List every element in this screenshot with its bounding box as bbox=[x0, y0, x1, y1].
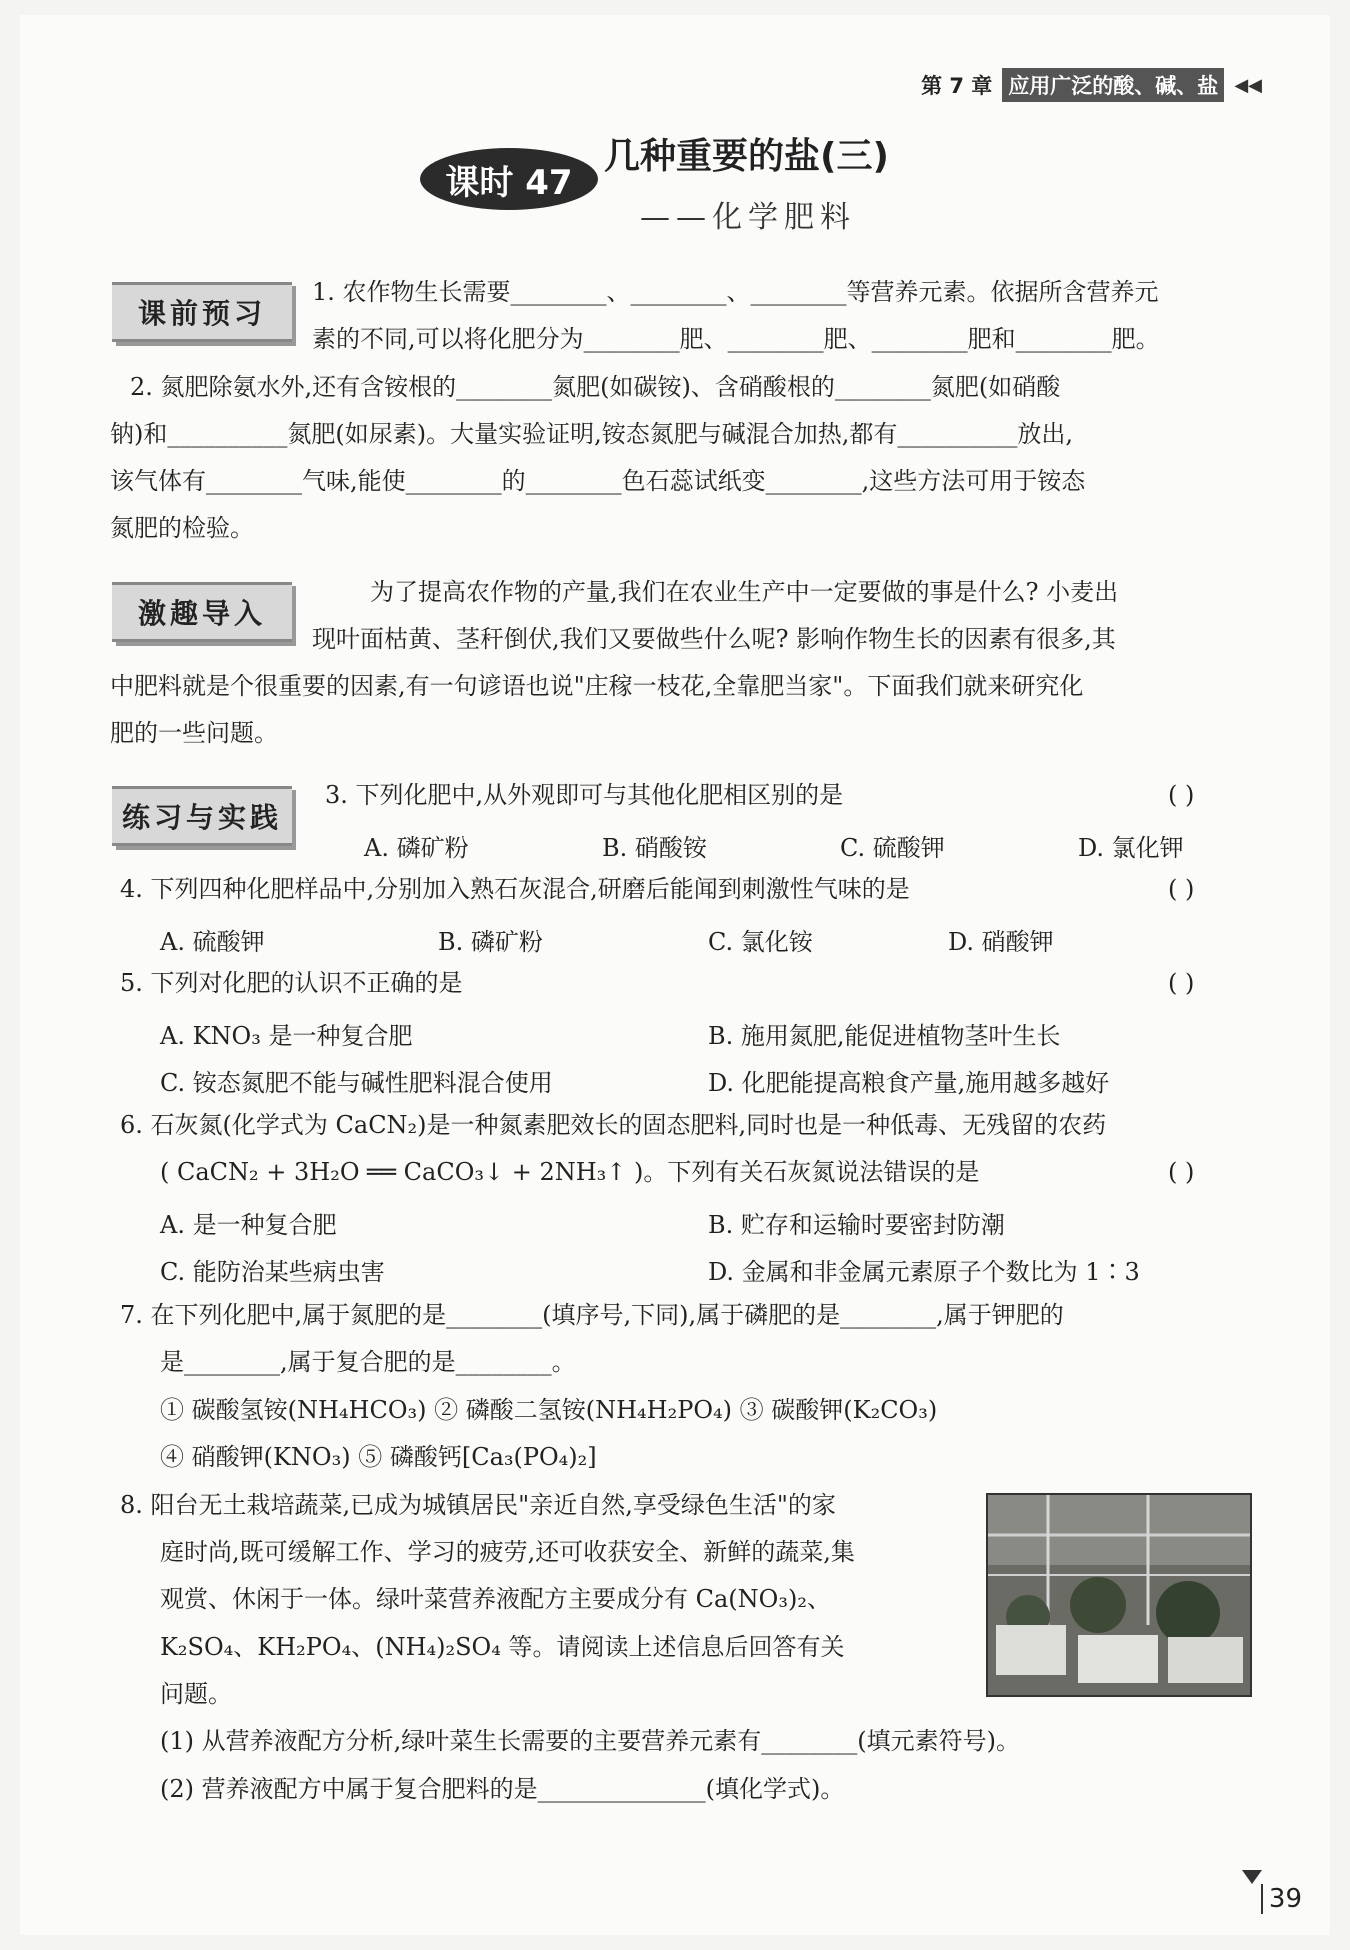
intro-line-4: 肥的一些问题。 bbox=[110, 719, 278, 747]
q3-option-b: B. 硝酸铵 bbox=[602, 834, 707, 862]
q4-option-d: D. 硝酸钾 bbox=[948, 928, 1054, 956]
q6-option-b: B. 贮存和运输时要密封防潮 bbox=[708, 1211, 1005, 1239]
page-number: 39 bbox=[1261, 1884, 1302, 1914]
chapter-title: 应用广泛的酸、碱、盐 bbox=[1002, 68, 1224, 102]
q8-line-4: K₂SO₄、KH₂PO₄、(NH₄)₂SO₄ 等。请阅读上述信息后回答有关 bbox=[160, 1633, 845, 1661]
q8-sub-2: (2) 营养液配方中属于复合肥料的是______________(填化学式)。 bbox=[160, 1775, 845, 1803]
balcony-vegetables-photo bbox=[986, 1493, 1252, 1697]
q6-option-d: D. 金属和非金属元素原子个数比为 1∶3 bbox=[708, 1258, 1140, 1286]
q5-stem: 5. 下列对化肥的认识不正确的是 bbox=[120, 969, 463, 997]
q8-line-3: 观赏、休闲于一体。绿叶菜营养液配方主要成分有 Ca(NO₃)₂、 bbox=[160, 1585, 831, 1613]
q3-bracket: ( ) bbox=[1168, 781, 1195, 809]
section-label-practice: 练习与实践 bbox=[112, 786, 292, 846]
intro-line-2: 现叶面枯黄、茎秆倒伏,我们又要做些什么呢? 影响作物生长的因素有很多,其 bbox=[312, 625, 1116, 653]
chapter-number: 第 7 章 bbox=[921, 74, 993, 98]
q4-option-b: B. 磷矿粉 bbox=[438, 928, 543, 956]
lesson-subtitle: ——化学肥料 bbox=[640, 200, 856, 235]
q6-option-a: A. 是一种复合肥 bbox=[160, 1211, 337, 1239]
q6-option-c: C. 能防治某些病虫害 bbox=[160, 1258, 385, 1286]
q5-option-a: A. KNO₃ 是一种复合肥 bbox=[160, 1022, 413, 1050]
section-label-preview: 课前预习 bbox=[112, 282, 292, 342]
q2-line-1: 2. 氮肥除氨水外,还有含铵根的________氮肥(如碳铵)、含硝酸根的________氮肥(如硝酸 bbox=[130, 373, 1061, 401]
q8-line-2: 庭时尚,既可缓解工作、学习的疲劳,还可收获安全、新鲜的蔬菜,集 bbox=[160, 1538, 855, 1566]
q7-line-2: 是________,属于复合肥的是________。 bbox=[160, 1348, 576, 1376]
q6-line-2: ( CaCN₂ + 3H₂O ══ CaCO₃↓ + 2NH₃↑ )。下列有关石灰氮说法错误的是 bbox=[160, 1158, 980, 1186]
intro-line-3: 中肥料就是个很重要的因素,有一句谚语也说"庄稼一枝花,全靠肥当家"。下面我们就来研究化 bbox=[110, 672, 1084, 700]
q4-bracket: ( ) bbox=[1168, 875, 1195, 903]
q8-line-1: 8. 阳台无土栽培蔬菜,已成为城镇居民"亲近自然,享受绿色生活"的家 bbox=[120, 1491, 836, 1519]
q5-option-b: B. 施用氮肥,能促进植物茎叶生长 bbox=[708, 1022, 1061, 1050]
q4-option-c: C. 氯化铵 bbox=[708, 928, 813, 956]
q3-option-d: D. 氯化钾 bbox=[1078, 834, 1184, 862]
q7-line-3: ① 碳酸氢铵(NH₄HCO₃) ② 磷酸二氢铵(NH₄H₂PO₄) ③ 碳酸钾(K₂CO₃) bbox=[160, 1396, 938, 1424]
q2-line-3: 该气体有________气味,能使________的________色石蕊试纸变________,这些方法可用于铵态 bbox=[110, 467, 1086, 495]
q7-line-1: 7. 在下列化肥中,属于氮肥的是________(填序号,下同),属于磷肥的是________,属于钾肥的 bbox=[120, 1301, 1064, 1329]
q2-line-2: 钠)和__________氮肥(如尿素)。大量实验证明,铵态氮肥与碱混合加热,都有__________放出, bbox=[110, 420, 1073, 448]
q2-line-4: 氮肥的检验。 bbox=[110, 514, 254, 542]
q8-sub-1: (1) 从营养液配方分析,绿叶菜生长需要的主要营养元素有________(填元素符号)。 bbox=[160, 1727, 1020, 1755]
q8-line-5: 问题。 bbox=[160, 1680, 232, 1708]
lesson-title: 几种重要的盐(三) bbox=[604, 136, 889, 177]
q4-option-a: A. 硫酸钾 bbox=[160, 928, 265, 956]
page-corner-triangle-icon bbox=[1242, 1870, 1262, 1884]
section-label-intro: 激趣导入 bbox=[112, 582, 292, 642]
q3-option-c: C. 硫酸钾 bbox=[840, 834, 945, 862]
q5-option-d: D. 化肥能提高粮食产量,施用越多越好 bbox=[708, 1069, 1110, 1097]
q6-bracket: ( ) bbox=[1168, 1158, 1195, 1186]
double-left-arrow-icon: ◀◀ bbox=[1234, 74, 1262, 96]
q3-stem: 3. 下列化肥中,从外观即可与其他化肥相区别的是 bbox=[325, 781, 844, 809]
q5-option-c: C. 铵态氮肥不能与碱性肥料混合使用 bbox=[160, 1069, 553, 1097]
q1-line-1: 1. 农作物生长需要________、________、________等营养元素。依据所含营养元 bbox=[312, 278, 1159, 306]
q5-bracket: ( ) bbox=[1168, 969, 1195, 997]
intro-line-1: 为了提高农作物的产量,我们在农业生产中一定要做的事是什么? 小麦出 bbox=[370, 578, 1119, 606]
q7-line-4: ④ 硝酸钾(KNO₃) ⑤ 磷酸钙[Ca₃(PO₄)₂] bbox=[160, 1443, 597, 1471]
chapter-header bbox=[921, 68, 1262, 102]
q1-line-2: 素的不同,可以将化肥分为________肥、________肥、________肥和________肥。 bbox=[312, 325, 1160, 353]
lesson-badge: 课时 47 bbox=[420, 148, 598, 210]
q3-option-a: A. 磷矿粉 bbox=[364, 834, 469, 862]
q4-stem: 4. 下列四种化肥样品中,分别加入熟石灰混合,研磨后能闻到刺激性气味的是 bbox=[120, 875, 910, 903]
q6-line-1: 6. 石灰氮(化学式为 CaCN₂)是一种氮素肥效长的固态肥料,同时也是一种低毒、无残留的农药 bbox=[120, 1111, 1107, 1139]
